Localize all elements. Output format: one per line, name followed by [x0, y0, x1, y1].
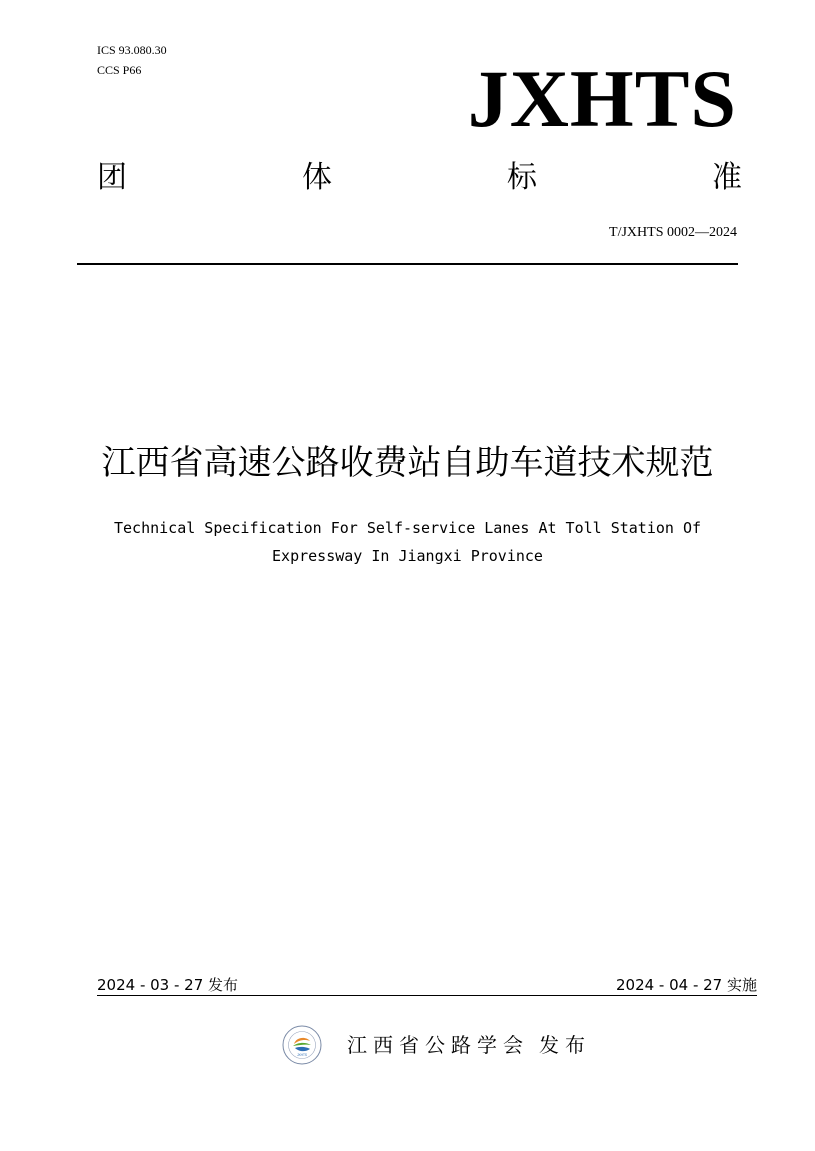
implement-date: 2024 - 04 - 27 实施 [615, 976, 757, 994]
standard-number: T/JXHTS 0002—2024 [609, 225, 737, 240]
standard-category [97, 160, 742, 195]
header-divider [77, 263, 738, 265]
publish-date: 2024 - 03 - 27 发布 [97, 976, 239, 994]
ics-code: ICS 93.080.30 [97, 43, 167, 57]
category-char: 准 [712, 160, 742, 195]
brand-mark: JXHTS [467, 53, 737, 144]
publisher-logo-icon [282, 1025, 322, 1065]
document-title-zh: 江西省高速公路收费站自助车道技术规范 [101, 443, 714, 483]
logo-lettering: JXHTS [296, 1053, 308, 1057]
document-title-en-line1: Technical Specification For Self-service Lanes At Toll Station Of [114, 519, 701, 537]
category-char: 标 [507, 160, 537, 195]
document-title-en-line2: Expressway In Jiangxi Province [272, 547, 543, 565]
publisher-action: 发布 [539, 1033, 591, 1057]
date-divider [97, 995, 757, 996]
category-char: 团 [97, 160, 127, 195]
category-char: 体 [302, 160, 332, 195]
publisher-line [347, 1033, 591, 1057]
ccs-code: CCS P66 [97, 63, 142, 77]
publisher-name: 江西省公路学会 [347, 1033, 529, 1057]
